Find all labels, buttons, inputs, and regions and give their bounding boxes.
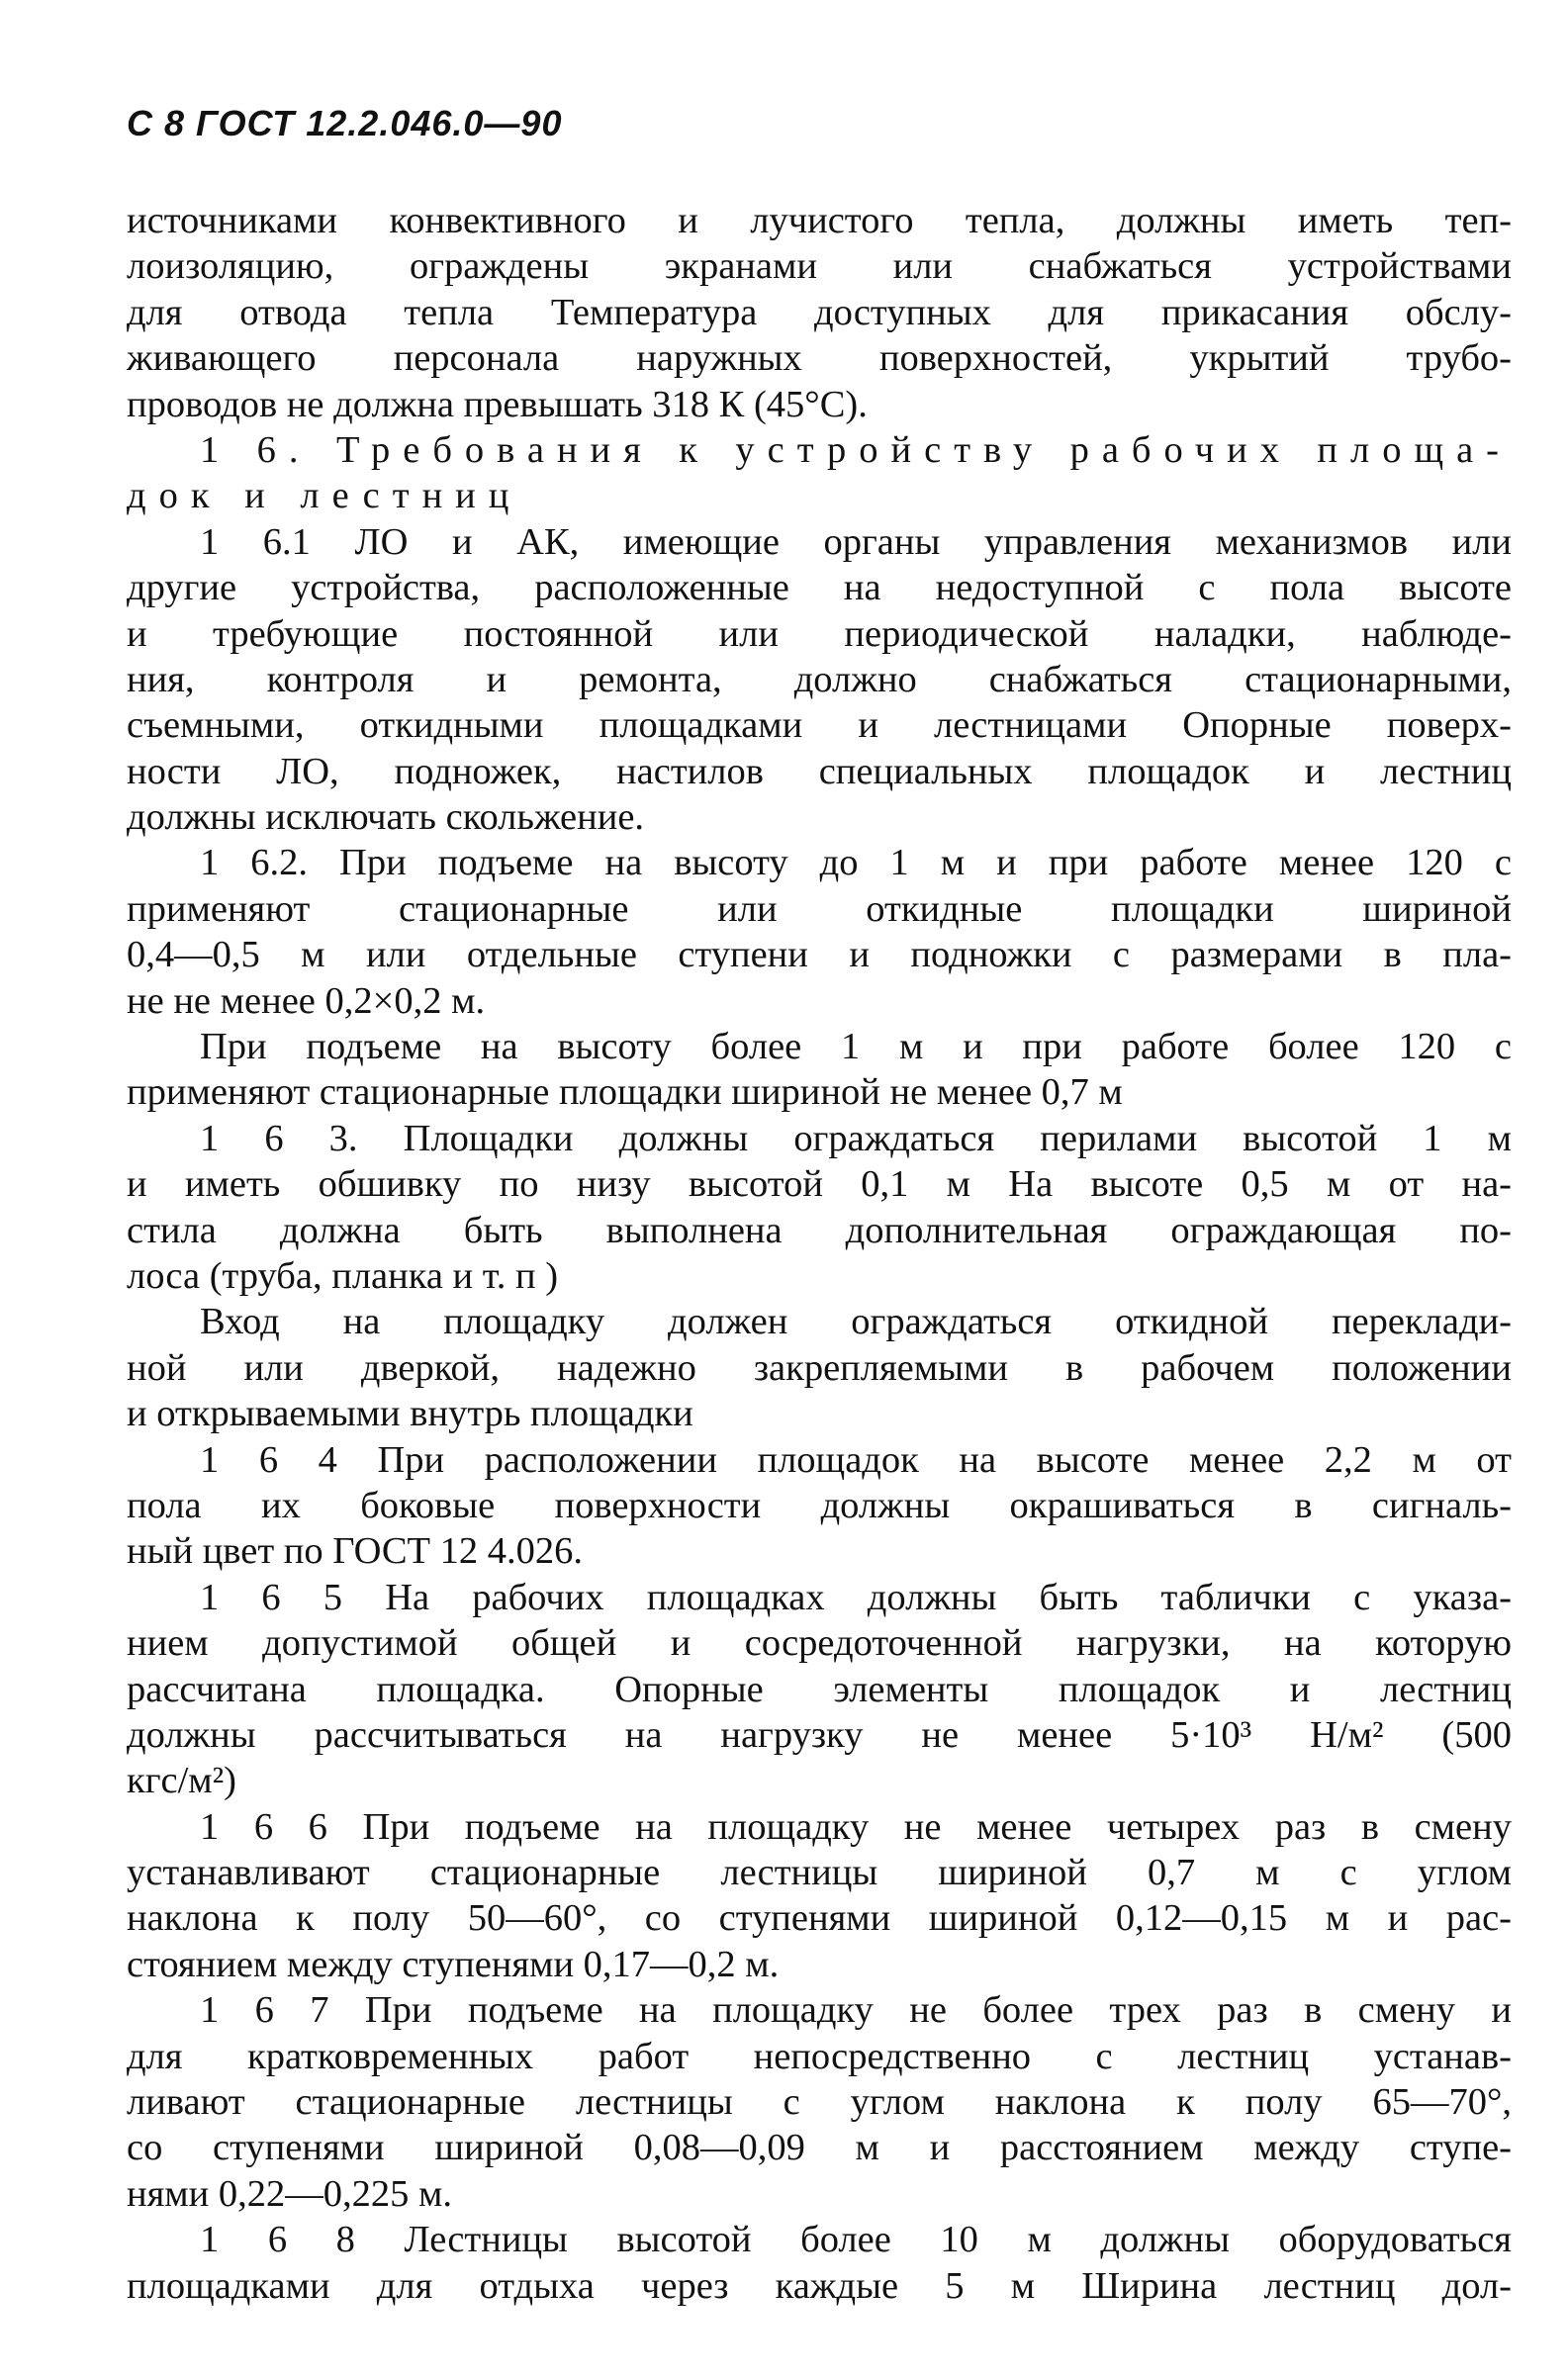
text-line: 1 6 3. Площадки должны ограждаться перилами высотой 1 м: [200, 1117, 1512, 1159]
text-line: лоизоляцию, ограждены экранами или снабжаться устройствами: [127, 245, 1512, 288]
text-line: При подъеме на высоту более 1 м и при работе более 120 с: [200, 1026, 1512, 1068]
text-line: площадками для отдыха через каждые 5 м Ширина лестниц дол-: [127, 2264, 1512, 2307]
page-header: С 8 ГОСТ 12.2.046.0—90: [127, 103, 563, 143]
text-line: рассчитана площадка. Опорные элементы площадок и лестниц: [127, 1668, 1512, 1710]
text-line: устанавливают стационарные лестницы шириной 0,7 м с углом: [127, 1852, 1512, 1894]
text-line: пола их боковые поверхности должны окрашиваться в сигналь-: [127, 1484, 1512, 1526]
text-line: и иметь обшивку по низу высотой 0,1 м На высоте 0,5 м от на-: [127, 1163, 1512, 1206]
text-line: ный цвет по ГОСТ 12 4.026.: [127, 1530, 584, 1573]
text-line: проводов не должна превышать 318 К (45°С).: [127, 383, 868, 425]
text-line: лоса (труба, планка и т. п ): [127, 1254, 559, 1297]
text-line: Вход на площадку должен ограждаться откидной переклади-: [200, 1301, 1512, 1343]
text-line: 1 6 8 Лестницы высотой более 10 м должны оборудоваться: [200, 2219, 1512, 2261]
text-line: наклона к полу 50—60°, со ступенями шириной 0,12—0,15 м и рас-: [127, 1897, 1512, 1940]
text-line: кгс/м²): [127, 1760, 237, 1802]
text-line: и требующие постоянной или периодической наладки, наблюде-: [127, 612, 1512, 655]
text-line: не не менее 0,2×0,2 м.: [127, 979, 486, 1022]
text-line: для отвода тепла Температура доступных для прикасания обслу-: [127, 291, 1512, 333]
text-line: для кратковременных работ непосредственно с лестниц устанав-: [127, 2035, 1512, 2077]
text-line: должны исключать скольжение.: [127, 796, 645, 839]
text-line: должны рассчитываться на нагрузку не менее 5·10³ Н/м² (500: [127, 1713, 1512, 1756]
text-line: стила должна быть выполнена дополнительная ограждающая по-: [127, 1209, 1512, 1251]
section-heading-line: док и лестниц: [127, 475, 522, 517]
text-line: нием допустимой общей и сосредоточенной нагрузки, на которую: [127, 1622, 1512, 1665]
text-line: 1 6 7 При подъеме на площадку не более трех раз в смену и: [200, 1989, 1512, 2032]
section-heading-line: 1 6. Требования к устройству рабочих площа-: [200, 428, 1512, 471]
text-line: 0,4—0,5 м или отдельные ступени и подножки с размерами в пла-: [127, 934, 1512, 976]
text-line: применяют стационарные площадки шириной не менее 0,7 м: [127, 1071, 1123, 1114]
text-line: ния, контроля и ремонта, должно снабжаться стационарными,: [127, 658, 1512, 700]
text-line: применяют стационарные или откидные площадки шириной: [127, 887, 1512, 930]
text-line: нями 0,22—0,225 м.: [127, 2172, 453, 2215]
text-line: и открываемыми внутрь площадки: [127, 1393, 693, 1435]
text-line: 1 6 6 При подъеме на площадку не менее четырех раз в смену: [200, 1805, 1512, 1848]
text-line: стоянием между ступенями 0,17—0,2 м.: [127, 1943, 780, 1985]
text-line: ности ЛО, подножек, настилов специальных площадок и лестниц: [127, 750, 1512, 792]
text-line: 1 6 4 При расположении площадок на высоте менее 2,2 м от: [200, 1438, 1512, 1481]
text-line: ливают стационарные лестницы с углом наклона к полу 65—70°,: [127, 2081, 1512, 2124]
text-line: живающего персонала наружных поверхностей, укрытий трубо-: [127, 337, 1512, 380]
text-line: 1 6 5 На рабочих площадках должны быть таблички с указа-: [200, 1576, 1512, 1618]
text-line: ной или дверкой, надежно закрепляемыми в рабочем положении: [127, 1346, 1512, 1389]
text-line: 1 6.2. При подъеме на высоту до 1 м и при работе менее 120 с: [200, 842, 1512, 884]
text-line: другие устройства, расположенные на недоступной с пола высоте: [127, 567, 1512, 609]
text-line: источниками конвективного и лучистого тепла, должны иметь теп-: [127, 200, 1512, 241]
text-line: 1 6.1 ЛО и АК, имеющие органы управления механизмов или: [200, 520, 1512, 563]
text-line: съемными, откидными площадками и лестницами Опорные поверх-: [127, 704, 1512, 747]
text-line: со ступенями шириной 0,08—0,09 м и расстоянием между ступе-: [127, 2127, 1512, 2169]
document-body: [127, 198, 1512, 2309]
